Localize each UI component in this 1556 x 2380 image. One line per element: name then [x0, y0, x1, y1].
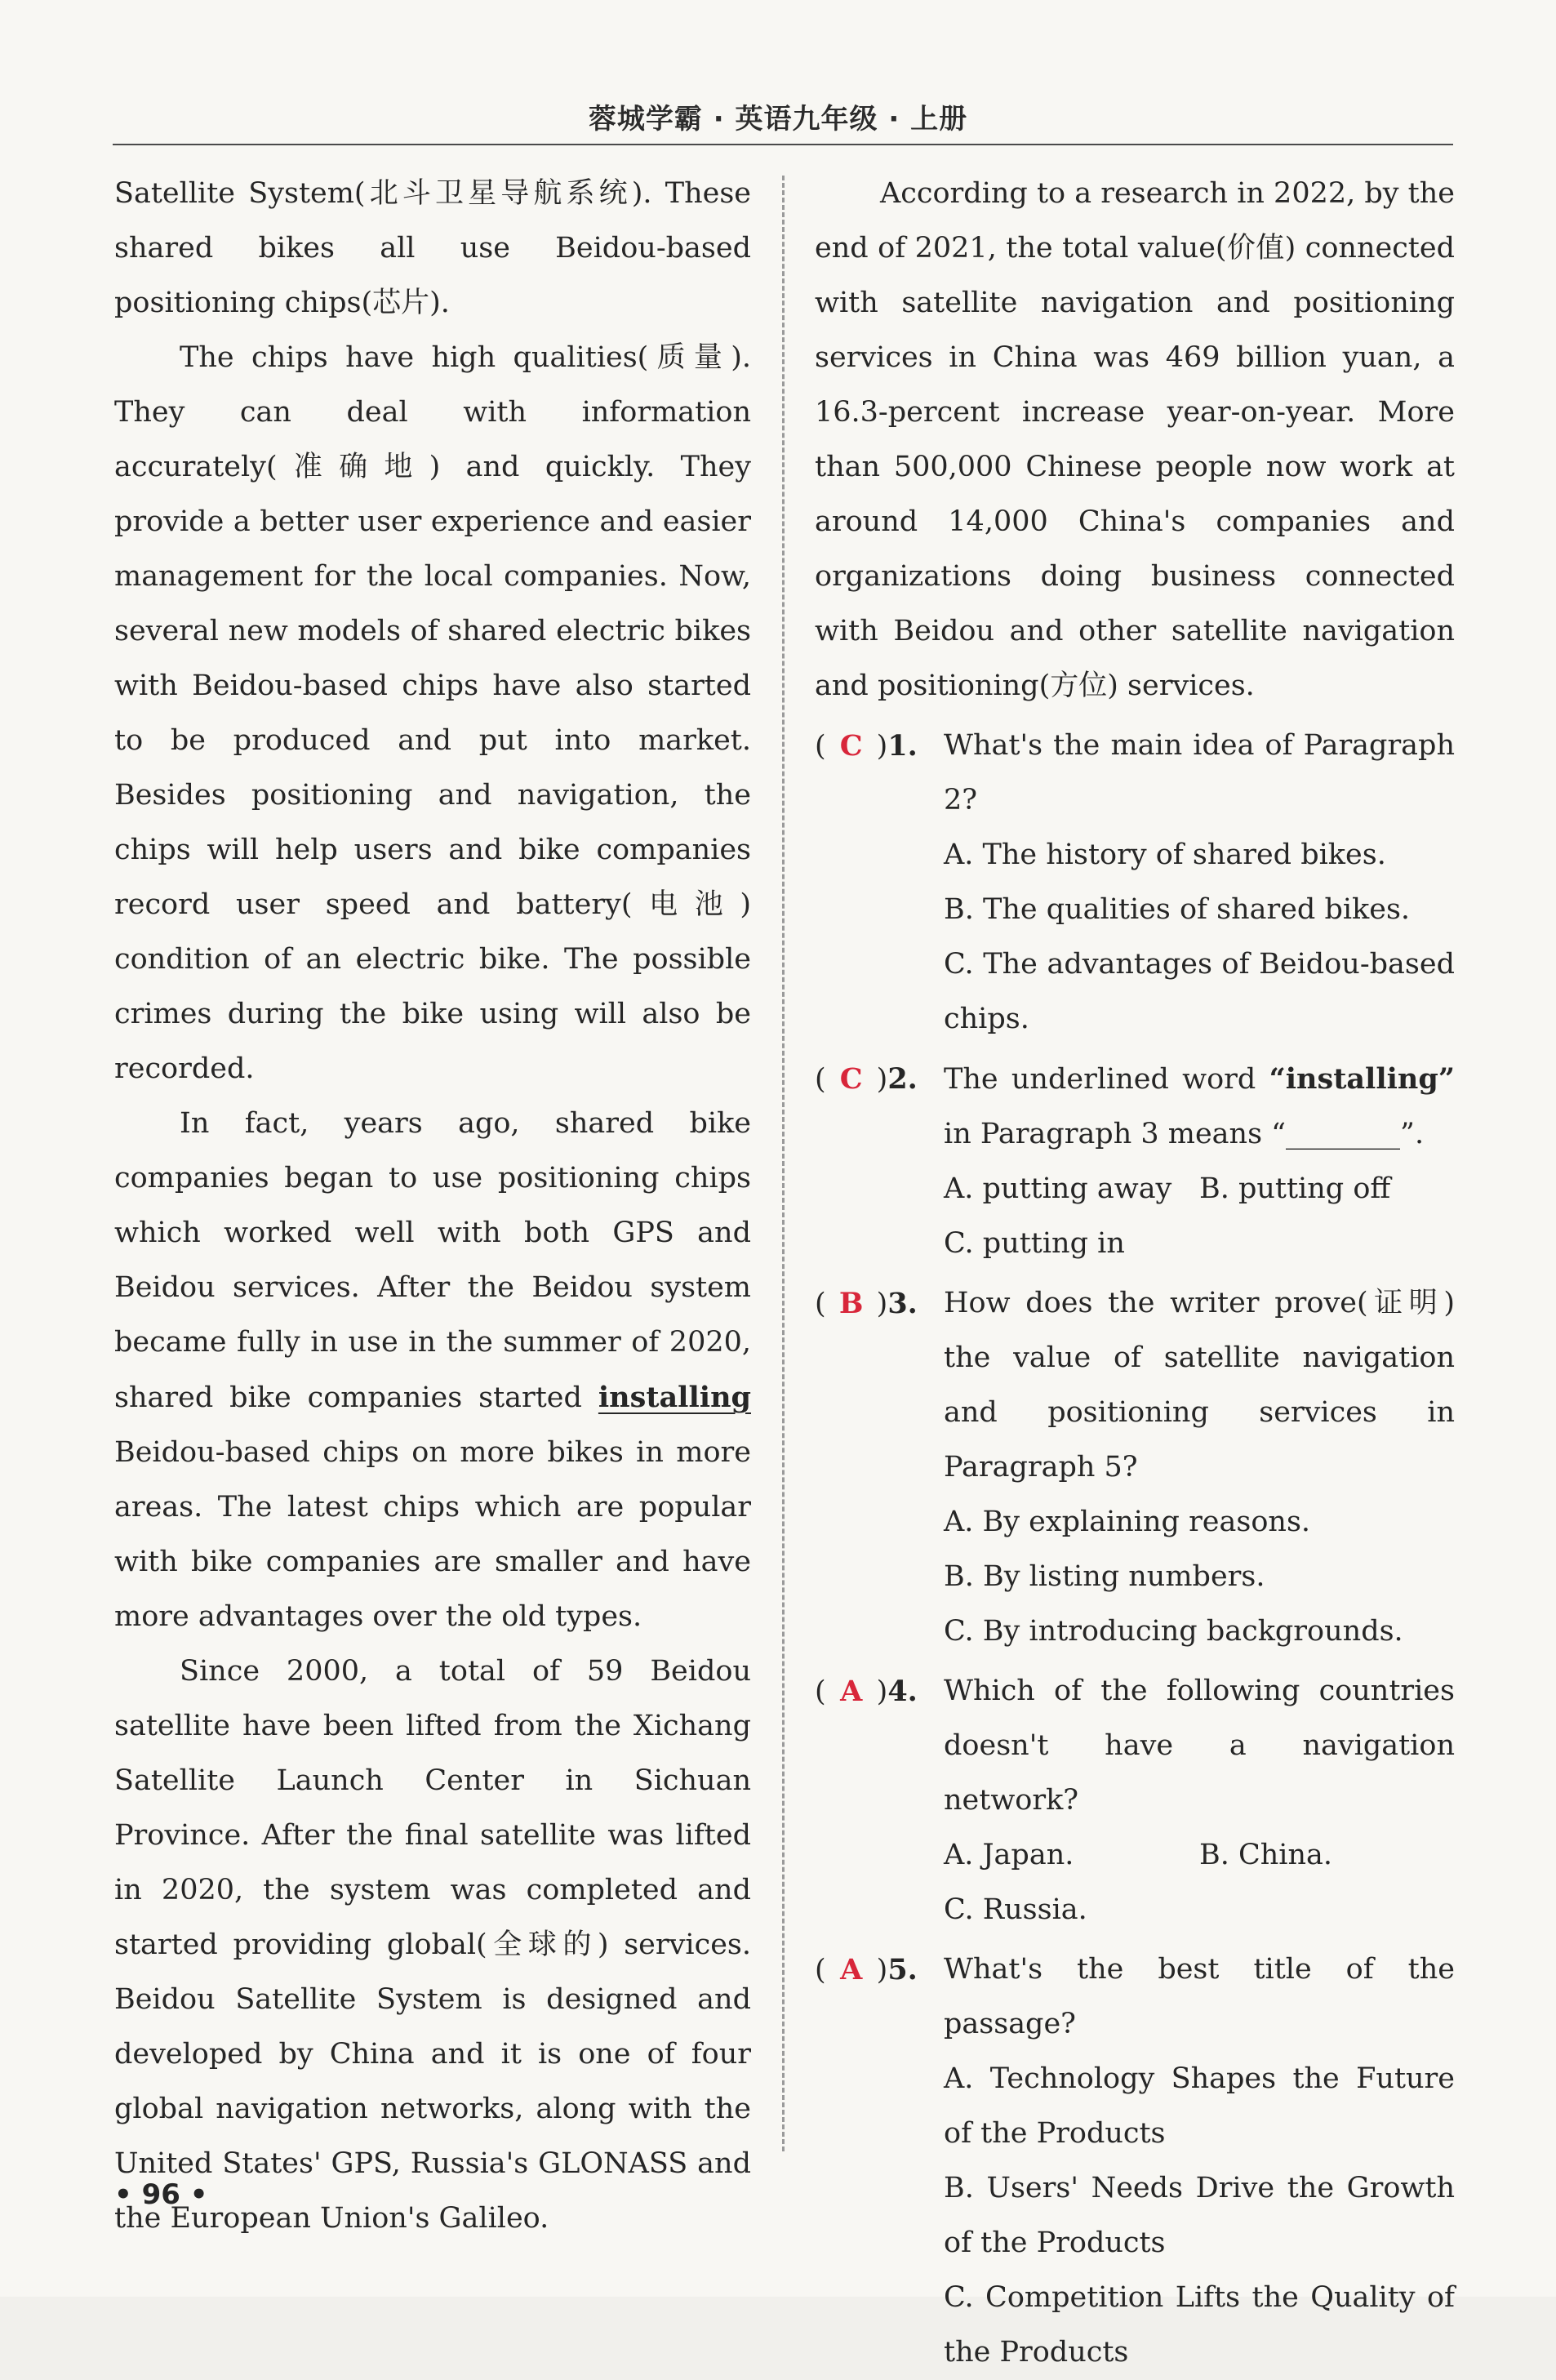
keyword-installing: “installing”: [1269, 1062, 1455, 1096]
option-2b: B. putting off: [1199, 1172, 1391, 1205]
page-number: • 96 •: [114, 2178, 208, 2211]
question-number-2: 2.: [887, 1062, 918, 1096]
option-2c: C. putting in: [944, 1227, 1125, 1260]
option-1b: B. The qualities of shared bikes.: [944, 893, 1411, 926]
underlined-word: installing: [598, 1381, 751, 1414]
question-text-2: The underlined word “installing” in Paragraph 3 means “________”.: [944, 1062, 1455, 1150]
left-column: [114, 167, 751, 2246]
answer-2: C: [839, 1062, 863, 1096]
question-4: ( A )4. Which of the following countries doesn't have a navigation network? A. Japan. B. China. C. Russia.: [815, 1664, 1455, 1937]
right-column: [815, 167, 1455, 2380]
option-3b: B. By listing numbers.: [944, 1560, 1265, 1593]
paragraph-3: [114, 1097, 751, 1644]
option-3a: A. By explaining reasons.: [944, 1506, 1311, 1538]
answer-4: A: [840, 1675, 863, 1708]
option-5b: B. Users' Needs Drive the Growth of the Products: [944, 2172, 1455, 2259]
option-3c: C. By introducing backgrounds.: [944, 1615, 1403, 1648]
paragraph-3-after: Beidou-based chips on more bikes in more areas. The latest chips which are popular with bike companies are smaller and have more advantages over the old types.: [114, 1436, 751, 1633]
column-divider: [782, 176, 785, 2151]
paragraph-5: According to a research in 2022, by the end of 2021, the total value(价值) connected with satellite navigation and positioning services in China was 469 billion yuan, a 16.3-percent increase year-on-year. More than 500,000 Chinese people now work at around 14,000 China's companies and organizations doing business connected with Beidou and other satellite navigation and positioning(方位) services.: [815, 177, 1455, 702]
page-header: 蓉城学霸 · 英语九年级 · 上册: [588, 103, 968, 136]
option-1c: C. The advantages of Beidou-based chips.: [944, 948, 1455, 1035]
question-3: ( B )3. How does the writer prove(证明) the value of satellite navigation and positioning services in Paragraph 5? A. By explaining reasons. B. By listing numbers. C. By introducing backgrounds.: [815, 1276, 1455, 1659]
header-rule: [113, 144, 1453, 145]
option-5c: C. Competition Lifts the Quality of the Products: [944, 2281, 1455, 2369]
question-1: ( C )1. What's the main idea of Paragraph 2? A. The history of shared bikes. B. The qualities of shared bikes. C. The advantages of Beidou-based chips.: [815, 718, 1455, 1047]
option-5a: A. Technology Shapes the Future of the Products: [944, 2062, 1455, 2150]
answer-1: C: [839, 729, 863, 763]
question-text-4: Which of the following countries doesn't have a navigation network?: [944, 1675, 1455, 1817]
paragraph-4: Since 2000, a total of 59 Beidou satellite have been lifted from the Xichang Satellite Launch Center in Sichuan Province. After the final satellite was lifted in 2020, the system was completed and started providing global(全球的) services. Beidou Satellite System is designed and developed by China and it is one of four global navigation networks, along with the United States' GPS, Russia's GLONASS and the European Union's Galileo.: [114, 1655, 751, 2235]
paragraph-3-before: In fact, years ago, shared bike companies began to use positioning chips which worked well with both GPS and Beidou services. After the Beidou system became fully in use in the summer of 2020, shared bike companies started: [114, 1107, 751, 1414]
paragraph-2: The chips have high qualities(质量). They can deal with information accurately(准确地) and quickly. They provide a better user experience and easier management for the local companies. Now, several new models of shared electric bikes with Beidou-based chips have also started to be produced and put into market. Besides positioning and navigation, the chips will help users and bike companies record user speed and battery(电池) condition of an electric bike. The possible crimes during the bike using will also be recorded.: [114, 341, 751, 1085]
answer-3: B: [838, 1287, 864, 1320]
question-text-3: How does the writer prove(证明) the value of satellite navigation and positioning services in Paragraph 5?: [944, 1287, 1455, 1484]
option-4b: B. China.: [1199, 1839, 1333, 1871]
question-number-3: 3.: [887, 1287, 918, 1320]
question-number-5: 5.: [887, 1953, 918, 1986]
paragraph-1: Satellite System(北斗卫星导航系统). These shared bikes all use Beidou-based positioning chips(芯片).: [114, 177, 751, 319]
option-4a: A. Japan.: [944, 1839, 1074, 1871]
option-1a: A. The history of shared bikes.: [944, 839, 1386, 871]
answer-5: A: [840, 1953, 863, 1986]
question-number-4: 4.: [887, 1675, 918, 1708]
question-number-1: 1.: [887, 729, 918, 763]
option-4c: C. Russia.: [944, 1893, 1087, 1926]
question-text-5: What's the best title of the passage?: [944, 1953, 1455, 2040]
question-2: ( C )2. The underlined word “installing” in Paragraph 3 means “________”. A. putting away B. putting off C. putting in: [815, 1052, 1455, 1271]
question-text-1: What's the main idea of Paragraph 2?: [944, 729, 1455, 816]
option-2a: A. putting away: [944, 1172, 1172, 1205]
question-5: ( A )5. What's the best title of the passage? A. Technology Shapes the Future of the Products B. Users' Needs Drive the Growth of the Products C. Competition Lifts the Quality of the Products: [815, 1942, 1455, 2380]
